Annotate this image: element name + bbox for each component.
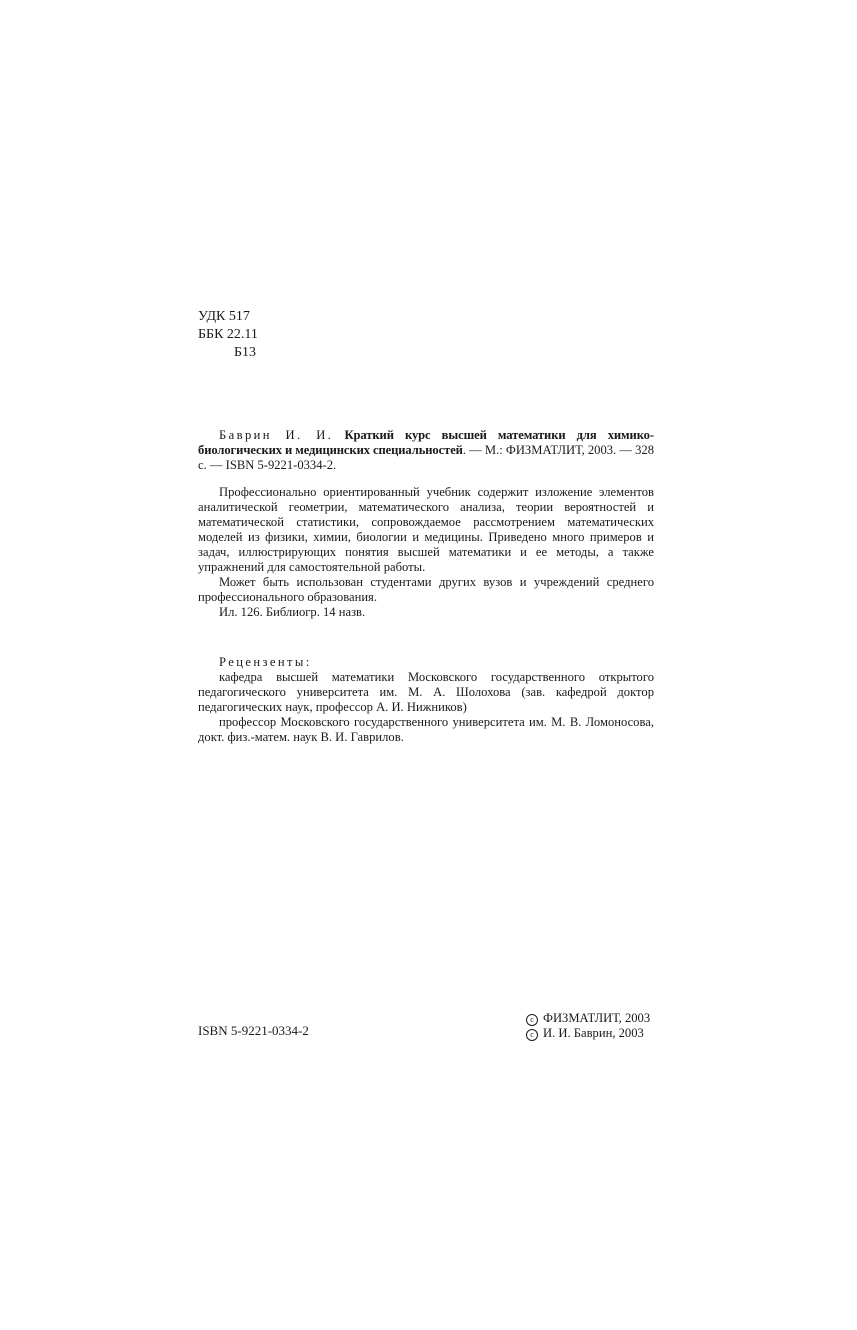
citation [198, 428, 654, 473]
reviewers-block [198, 655, 654, 745]
reviewer-2: профессор Московского государственного университета им. М. В. Ломоносова, докт. физ.-матем. наук В. И. Гаврилов. [198, 715, 654, 744]
abstract-paragraph-1: Профессионально ориентированный учебник содержит изложение элементов аналитической геометрии, математического анализа, теории вероятностей и математической статистики, сопровождаемое рассмотрением математических моделей из физики, химии, биологии и медицины. Приведено много примеров и задач, иллюстрирующих понятия высшей математики и ее методы, а также упражнений для самостоятельной работы. [198, 485, 654, 574]
bibliographic-record [198, 428, 654, 620]
author-name: Баврин И. И. [219, 428, 334, 442]
book-title: Краткий курс высшей математики для химико-биологических и медицинских специальностей [198, 428, 654, 457]
reviewers-heading [198, 655, 654, 670]
reviewers-heading-text: Рецензенты: [219, 655, 312, 669]
copyright-line-1 [526, 1011, 650, 1026]
copyright-publisher: ФИЗМАТЛИТ, 2003 [543, 1011, 651, 1025]
copyright-block [526, 1011, 650, 1041]
imprint: . — М.: ФИЗМАТЛИТ, 2003. — 328 с. — ISBN 5-9221-0334-2. [198, 443, 654, 472]
bbk-code: ББК 22.11 [198, 327, 258, 342]
abstract-paragraph-2: Может быть использован студентами других вузов и учреждений среднего профессионального образования. [198, 575, 654, 604]
classification-block [198, 308, 258, 362]
copyright-line-2 [526, 1026, 650, 1041]
book-imprint-page [198, 0, 654, 1330]
copyright-icon: c [526, 1029, 538, 1041]
reviewer-1: кафедра высшей математики Московского государственного открытого педагогического университета им. М. А. Шолохова (зав. кафедрой доктор педагогических наук, профессор А. И. Нижников) [198, 670, 654, 714]
isbn: ISBN 5-9221-0334-2 [198, 1023, 309, 1038]
illustrations-count: Ил. 126. Библиогр. 14 назв. [219, 605, 366, 619]
udk-code: УДК 517 [198, 309, 250, 324]
copyright-author: И. И. Баврин, 2003 [543, 1026, 644, 1040]
author-mark: Б13 [234, 345, 257, 360]
copyright-icon: c [526, 1014, 538, 1026]
